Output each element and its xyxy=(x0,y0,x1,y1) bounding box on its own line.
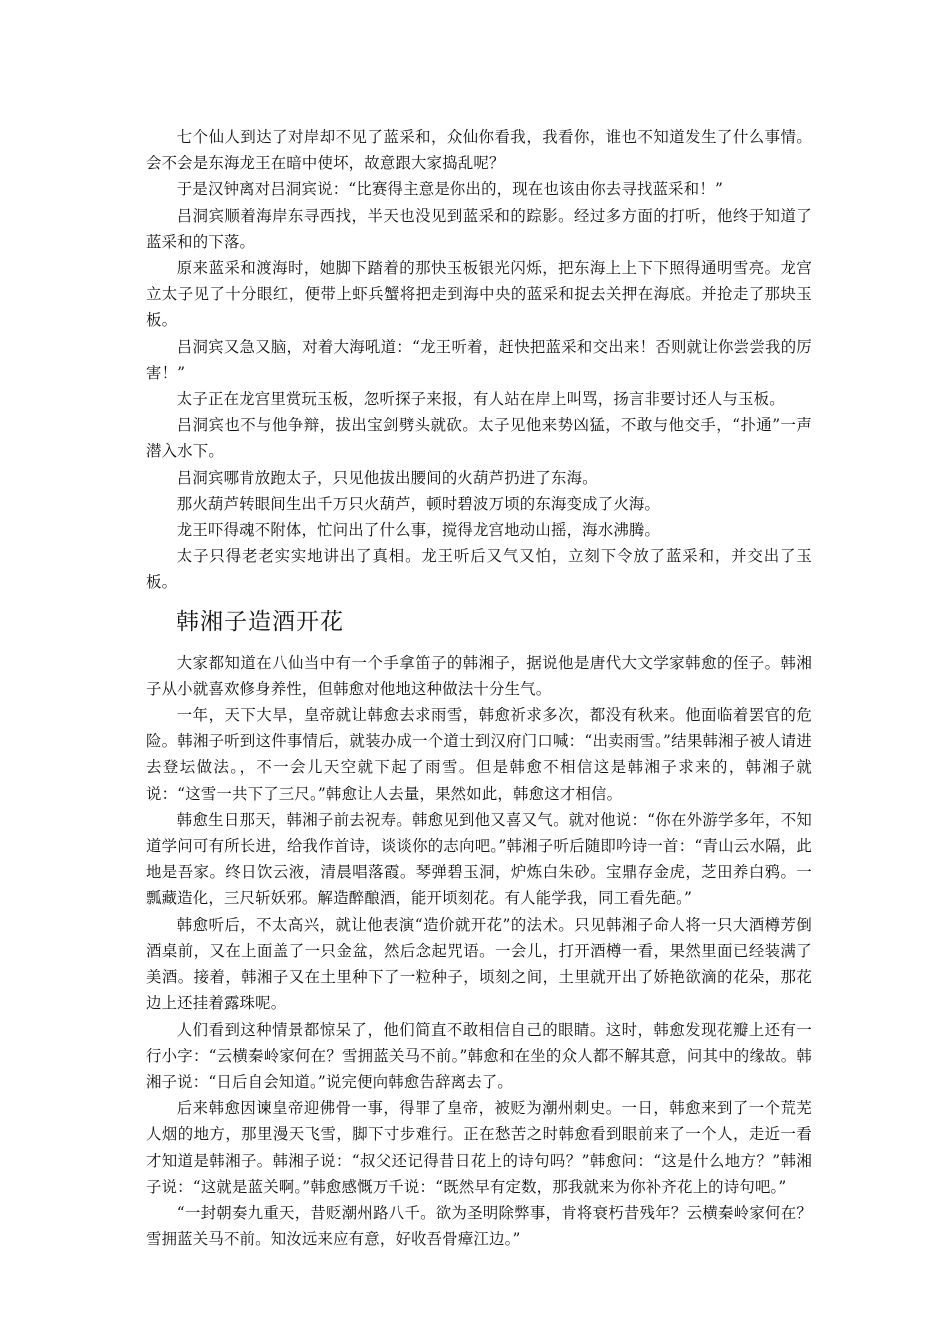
paragraph: 吕洞宾也不与他争辩，拔出宝剑劈头就砍。太子见他来势凶猛，不敢与他交手，“扑通”一声潜入水下。 xyxy=(146,416,812,461)
section-title: 韩湘子造酒开花 xyxy=(176,608,344,635)
paragraph: 韩愈生日那天，韩湘子前去祝寿。韩愈见到他又喜又气。就对他说：“你在外游学多年，不知道学问可有所长进，给我作首诗，谈谈你的志向吧。”韩湘子听后随即吟诗一首：“青山云水隔，此地是吾家。终日饮云液，清晨唱落霞。琴弹碧玉洞，炉炼白朱砂。宝鼎存金虎，芝田养白鸦。一瓢藏造化，三尺斩妖邪。解造醉酿酒，能开顷刻花。有人能学我，同工看先葩。” xyxy=(146,810,812,908)
paragraph: 那火葫芦转眼间生出千万只火葫芦，顿时碧波万顷的东海变成了火海。 xyxy=(176,494,661,513)
story-section-han-xiangzi xyxy=(146,650,812,1253)
paragraph: 吕洞宾又急又脑，对着大海吼道：“龙王听着，赶快把蓝采和交出来！否则就让你尝尝我的厉害！” xyxy=(146,337,812,382)
paragraph: 一年，天下大旱，皇帝就让韩愈去求雨雪，韩愈祈求多次，都没有秋来。他面临着罢官的危险。韩湘子听到这件事情后，就装办成一个道士到汉府门口喊：“出卖雨雪。”结果韩湘子被人请进去登坛做法。，不一会儿天空就下起了雨雪。但是韩愈不相信这是韩湘子求来的，韩湘子就说：“这雪一共下了三尺。”韩愈让人去量，果然如此，韩愈这才相信。 xyxy=(146,706,812,803)
document-page xyxy=(146,124,812,1252)
paragraph: 吕洞宾哪肯放跑太子，只见他拔出腰间的火葫芦扔进了东海。 xyxy=(176,468,598,487)
paragraph: 于是汉钟离对吕洞宾说：“比赛得主意是你出的，现在也该由你去寻找蓝采和！” xyxy=(176,180,724,199)
paragraph: 吕洞宾顺着海岸东寻西找，半天也没见到蓝采和的踪影。经过多方面的打听，他终于知道了蓝采和的下落。 xyxy=(146,206,812,251)
paragraph: 太子只得老老实实地讲出了真相。龙王听后又气又怕，立刻下令放了蓝采和，并交出了玉板。 xyxy=(146,547,812,592)
paragraph: 七个仙人到达了对岸却不见了蓝采和，众仙你看我，我看你，谁也不知道发生了什么事情。会不会是东海龙王在暗中使坏，故意跟大家捣乱呢？ xyxy=(146,128,812,173)
paragraph: 人们看到这种情景都惊呆了，他们简直不敢相信自己的眼睛。这时，韩愈发现花瓣上还有一行小字：“云横秦岭家何在？雪拥蓝关马不前。”韩愈和在坐的众人都不解其意，问其中的缘故。韩湘子说：“日后自会知道。”说完便向韩愈告辞离去了。 xyxy=(146,1020,812,1091)
paragraph: 后来韩愈因谏皇帝迎佛骨一事，得罪了皇帝，被贬为潮州刺史。一日，韩愈来到了一个荒芜人烟的地方，那里漫天飞雪，脚下寸步难行。正在愁苦之时韩愈看到眼前来了一个人，走近一看才知道是韩湘子。韩湘子说：“叔父还记得昔日花上的诗句吗？”韩愈问：“这是什么地方？”韩湘子说：“这就是蓝关啊。”韩愈感慨万千说：“既然早有定数，那我就来为你补齐花上的诗句吧。” xyxy=(146,1099,812,1196)
paragraph: “一封朝奏九重天，昔贬潮州路八千。欲为圣明除弊事，肯将衰朽昔残年？云横秦岭家何在？雪拥蓝关马不前。知汝远来应有意，好收吾骨瘴江边。” xyxy=(146,1203,812,1249)
paragraph: 龙王吓得魂不附体，忙问出了什么事，搅得龙宫地动山摇，海水沸腾。 xyxy=(176,521,661,540)
paragraph: 大家都知道在八仙当中有一个手拿笛子的韩湘子，据说他是唐代大文学家韩愈的侄子。韩湘子从小就喜欢修身养性，但韩愈对他地这种做法十分生气。 xyxy=(146,653,812,698)
paragraph: 原来蓝采和渡海时，她脚下踏着的那快玉板银光闪烁，把东海上上下下照得通明雪亮。龙宫立太子见了十分眼红，便带上虾兵蟹将把走到海中央的蓝采和捉去关押在海底。并抢走了那块玉板。 xyxy=(146,259,812,330)
paragraph: 太子正在龙宫里赏玩玉板，忽听探子来报，有人站在岸上叫骂，扬言非要讨还人与玉板。 xyxy=(176,390,785,409)
paragraph: 韩愈听后，不太高兴，就让他表演“造价就开花”的法术。只见韩湘子命人将一只大酒樽芳倒酒桌前，又在上面盖了一只金盆，然后念起咒语。一会儿，打开酒樽一看，果然里面已经装满了美酒。接着，韩湘子又在土里种下了一粒种子，顷刻之间，土里就开出了娇艳欲滴的花朵，那花边上还挂着露珠呢。 xyxy=(146,915,812,1013)
story-section-lan-caihe xyxy=(146,124,812,596)
